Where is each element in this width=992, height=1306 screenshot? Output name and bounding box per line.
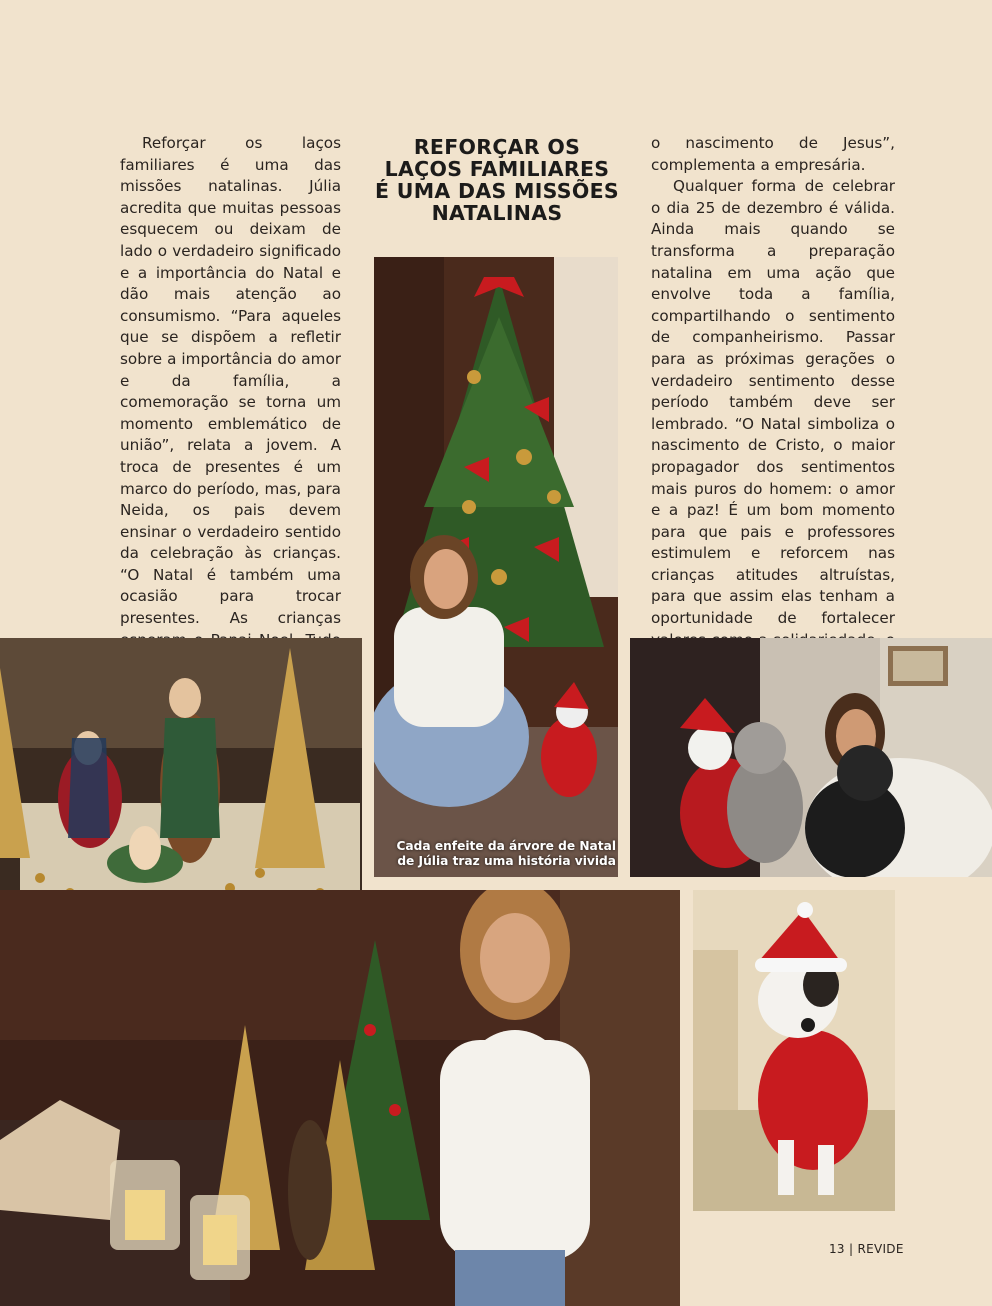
photo-christmas-tree-woman xyxy=(374,257,618,877)
photo-woman-standing-living-room xyxy=(0,890,680,1306)
photo-dogs-graphic xyxy=(630,638,992,877)
article-paragraph-final xyxy=(651,176,895,694)
photo-dog-santa-hat xyxy=(693,890,895,1211)
photo-christmas-tree-graphic xyxy=(374,257,618,877)
photo-nativity-graphic xyxy=(0,638,362,915)
pull-quote-headline: REFORÇAR OS LAÇOS FAMILIARES É UMA DAS MISSÕES NATALINAS xyxy=(375,135,619,225)
photo-dog-graphic xyxy=(693,890,895,1211)
article-paragraph: o nascimento de Jesus”, complementa a empresária. xyxy=(651,134,895,174)
photo-nativity-scene xyxy=(0,638,362,915)
page-folio: 13 | REVIDE xyxy=(829,1242,904,1256)
photo-living-room-graphic xyxy=(0,890,680,1306)
article-paragraph-text: Qualquer forma de celebrar o dia 25 de dezembro é válida. Ainda mais quando se transforma a preparação natalina em uma ação que envolve toda a família, compartilhando o sentimento de companheirismo. Passar para as próximas gerações o verdadeiro sentimento desse período também deve ser lembrado. “O Natal simboliza o nascimento de Cristo, o maior propagador dos sentimentos mais puros do homem: o amor e a paz! É um bom momento para que pais e professores estimulem e reforcem nas crianças atitudes altruístas, para que assim elas tenham a oportunidade de fortalecer xyxy=(651,177,895,628)
photo-woman-with-dogs xyxy=(630,638,992,877)
article-paragraph: Reforçar os laços familiares é uma das missões natalinas. Júlia acredita que muitas pessoas esquecem ou deixam de lado o verdadeiro significado e a importância do Natal e dão mais atenção ao consumismo. “Para aqueles que se dispõem a refletir sobre a importância do amor e da família, a comemoração se torna um momento emblemático de união”, relata a jovem. A troca de presentes é um marco do período, mas, para Neida, os pais devem ensinar o verdadeiro sentido da celebração às crianças. “O Natal é também uma ocasião para trocar presentes. As crianças xyxy=(120,134,341,628)
article-column-right xyxy=(651,133,895,694)
photo-caption: Cada enfeite da árvore de Natal de Júlia traz uma história vivida xyxy=(396,839,616,868)
